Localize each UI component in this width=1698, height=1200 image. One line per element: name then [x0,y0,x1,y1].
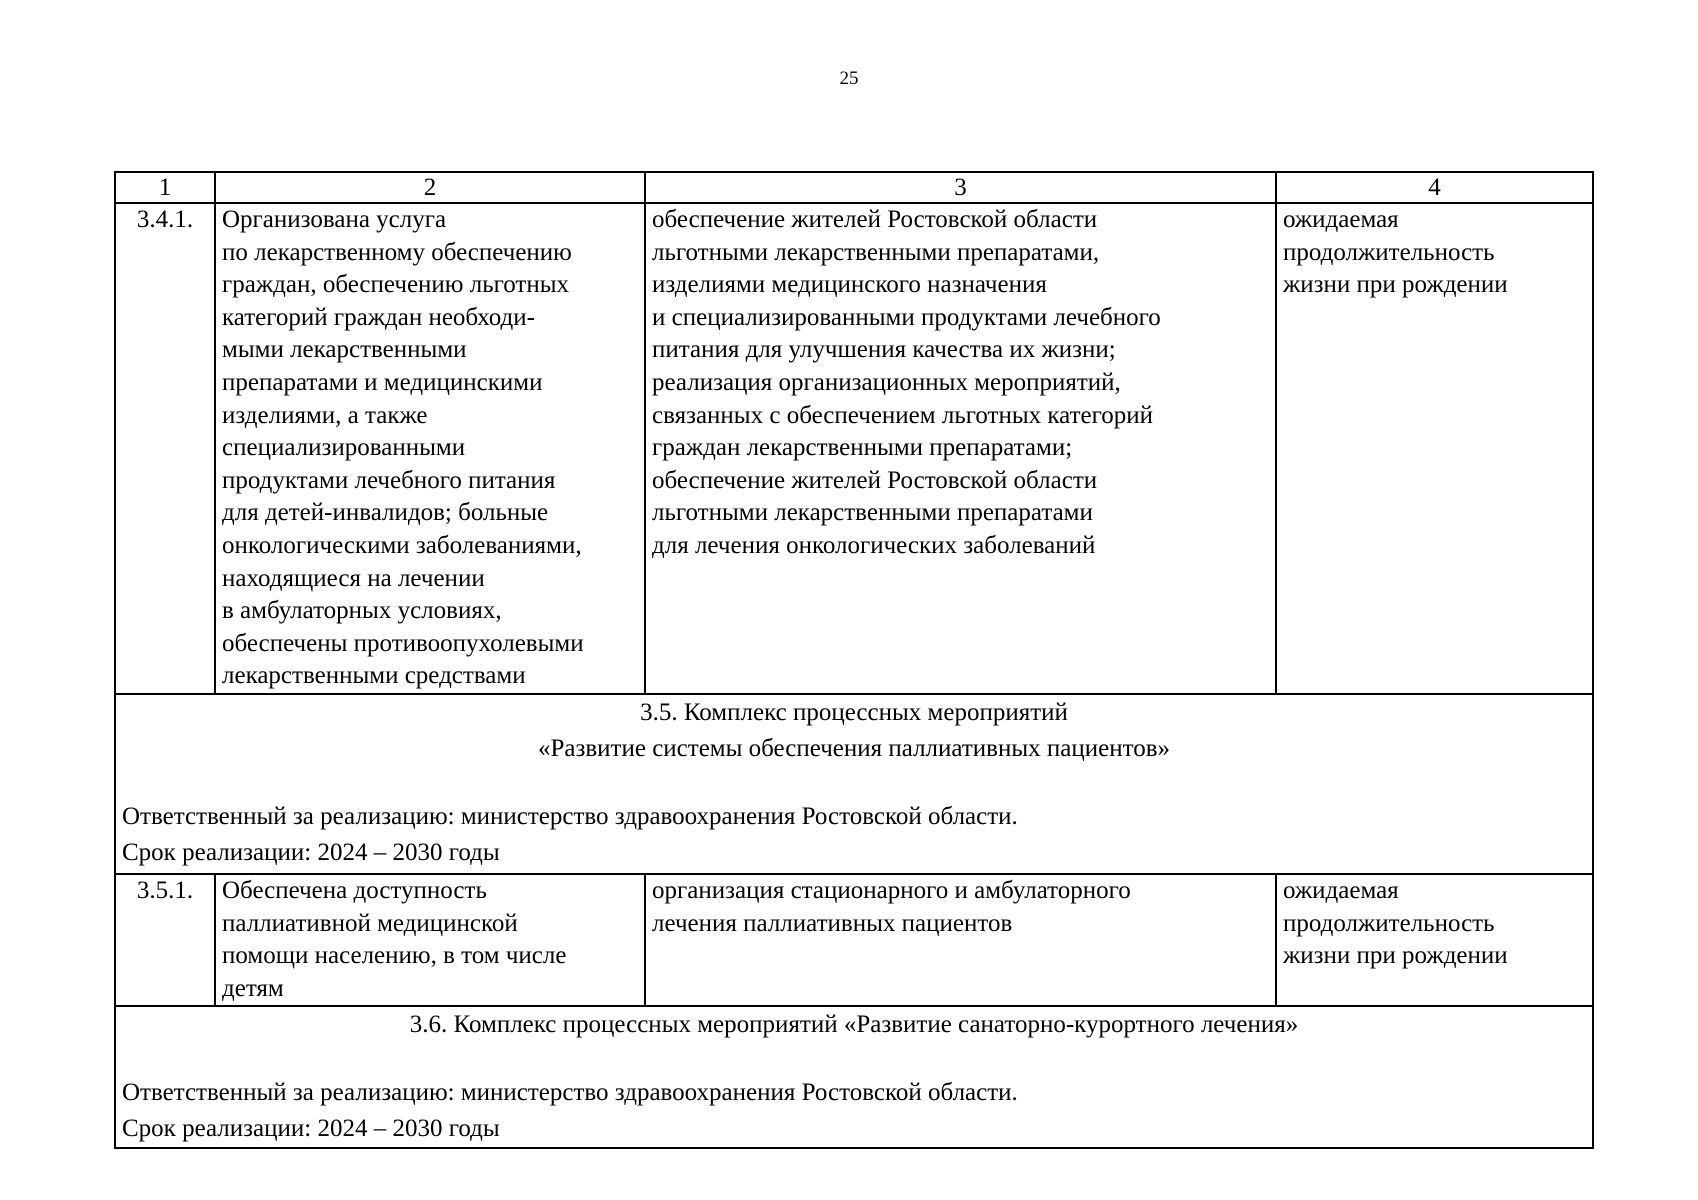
indicator-cell: ожидаемая продолжительность жизни при рождении [1276,874,1593,1006]
section-row-3-6 [115,1006,1593,1148]
section-period: Срок реализации: 2024 – 2030 годы [122,838,500,866]
task-cell: Организована услуга по лекарственному обеспечению граждан, обеспечению льготных категорий граждан необходи- мыми лекарственными препаратами и медицинскими изделиями, а также специализированными продуктами лечебного питания для детей-инвалидов; больные онкологическими заболеваниями, находящиеся на лечении в амбулаторных условиях, обеспечены противоопухолевыми лекарственными средствами [215,203,645,694]
measures-table [114,171,1594,1149]
section-responsible: Ответственный за реализацию: министерство здравоохранения Ростовской области. [122,802,1018,830]
section-title: 3.6. Комплекс процессных мероприятий «Развитие санаторно-курортного лечения» [409,1011,1299,1039]
section-responsible: Ответственный за реализацию: министерство здравоохранения Ростовской области. [122,1079,1018,1107]
table-header-row [115,172,1593,203]
section-3-6-cell [115,1006,1593,1148]
table-row-3-5-1 [115,874,1593,1006]
header-col-1: 1 [115,172,215,203]
header-col-2: 2 [215,172,645,203]
table-row-3-4-1 [115,203,1593,694]
header-col-4: 4 [1276,172,1593,203]
section-title-line2: «Развитие системы обеспечения паллиативных пациентов» [537,734,1171,762]
section-row-3-5 [115,694,1593,874]
section-spacer [122,1043,1586,1075]
section-title-line1: 3.5. Комплекс процессных мероприятий [640,698,1068,726]
description-cell: обеспечение жителей Ростовской области льготными лекарственными препаратами, изделиями медицинского назначения и специализированными продуктами лечебного питания для улучшения качества их жизни; реализация организационных мероприятий, связанных с обеспечением льготных категорий граждан лекарственными препаратами; обеспечение жителей Ростовской области льготными лекарственными препаратами для лечения онкологических заболеваний [645,203,1276,694]
indicator-cell: ожидаемая продолжительность жизни при рождении [1276,203,1593,694]
section-period: Срок реализации: 2024 – 2030 годы [122,1115,500,1143]
header-col-3: 3 [645,172,1276,203]
page-number: 25 [839,68,859,89]
section-3-5-cell [115,694,1593,874]
task-cell: Обеспечена доступность паллиативной медицинской помощи населению, в том числе детям [215,874,645,1006]
row-number: 3.5.1. [115,874,215,1006]
description-cell: организация стационарного и амбулаторного лечения паллиативных пациентов [645,874,1276,1006]
section-spacer [122,767,1586,799]
row-number: 3.4.1. [115,203,215,694]
